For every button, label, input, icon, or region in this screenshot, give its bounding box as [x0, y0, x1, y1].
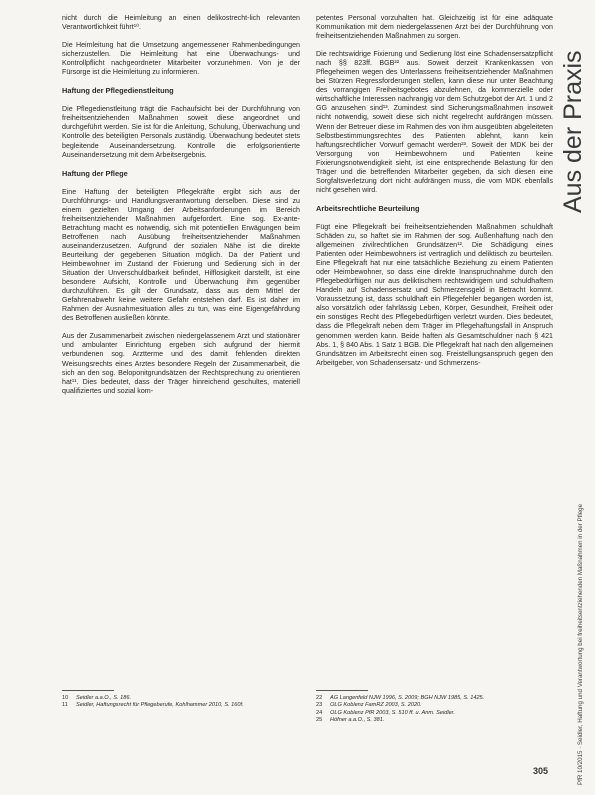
footnote-text: Seidler, Haftungsrecht für Pflegeberufe, Kohlhammer 2010, S. 160f.: [76, 702, 244, 709]
side-strip-text: PfR 10/2015 · Seidler, Haftung und Verantwortung bei freiheitsentziehenden Maßnahmen in der Pflege: [577, 503, 584, 785]
footnote-text: Seidler a.a.O., S. 186.: [76, 694, 132, 701]
footnote: [316, 710, 553, 718]
footnote-text: OLG Koblenz PfR 2003, S. 510 ff. u. Anm. Seidler.: [330, 709, 455, 716]
footnote-text: OLG Koblenz FamRZ 2003, S. 2020.: [330, 702, 422, 709]
footnote-number: 22: [316, 694, 323, 701]
section-heading: Haftung der Pflege: [62, 168, 128, 178]
footnote-rule: [62, 690, 114, 691]
section-heading: Arbeitsrechtliche Beurteilung: [316, 203, 420, 213]
right-column: [316, 14, 553, 377]
footnote: [316, 695, 553, 703]
footnote: [62, 702, 300, 710]
paragraph: Fügt eine Pflegekraft bei freiheitsentziehenden Maßnahmen schuldhaft Schäden zu, so haftet sie im Rahmen der sog. Außenhaftung nach den allgemeinen zivilrechtlichen Grundsätzen¹². Die Schädigung eines Patienten oder Heimbewohners ist vertraglich und deliktisch zu beurteilen. Eine Pflegekraft hat nur eine tatsächliche Beziehung zu einem Patienten oder Heimbewohner, so dass eine direkte Inanspruchnahme durch den Pflegebedürftigen nur aus deliktischem rechtswidrigem und schuldhaftem Handeln auf Schadensersatz und Schmerzensgeld in Betracht kommt. Voraussetzung ist, dass schuldhaft ein Pflegefehler begangen worden ist, also vorsätzlich oder fahrlässig Leben, Körper, Gesundheit, Freiheit oder ein sonstiges Recht des Pflegebedürftigen verletzt wurden. Dies bedeutet, dass die Pflegekraft neben dem Träger im Pflegehaftungsfall in Anspruch genommen werden kann. Beide haften als Gesamtschuldner nach § 421 Abs. 1, § 840 Abs. 1 Satz 1 BGB. Die Pflegekraft hat nach den allgemeinen Grundsätzen im Arbeitsrecht einen sog. Freistellungsanspruch gegen den Arbeitgeber, von Schadensersatz- und Schmerzens-: [316, 222, 553, 367]
footnote-rule: [316, 690, 368, 691]
footnotes-right: [316, 690, 553, 725]
footnote-number: 10: [62, 694, 69, 701]
section-heading: Haftung der Pflegedienstleitung: [62, 86, 174, 96]
paragraph: Die Heimleitung hat die Umsetzung angemessener Rahmenbedingungen sicherzustellen. Die Heimleitung hat eine Überwachungs- und Kontrollpflicht nachgeordneter Mitarbeiter vorzunehmen. Von je der Fürsorge ist die Heimleitung zu informieren.: [62, 41, 300, 77]
paragraph: Die Pflegedienstleitung trägt die Fachaufsicht bei der Durchführung von freiheitsentziehenden Maßnahmen soweit diese angeordnet und durchgeführt werden. Sie ist für die Anleitung, Schulung, Überwachung und Kontrolle des beteiligten Personals zuständig. Überwachung bedeutet stets begleitende Auseinandersetzung. Kontrolle die erfolgsorientierte Auseinandersetzung mit dem Arbeitsergebnis.: [62, 105, 300, 159]
footnote: [316, 702, 553, 710]
footnote-number: 11: [62, 702, 68, 709]
left-column: [62, 14, 300, 405]
footnote-number: 25: [316, 717, 323, 724]
paragraph: Die rechtswidrige Fixierung und Sedierung löst eine Schadensersatzpflicht nach §§ 823ff. BGB²² aus. Soweit derzeit Krankenkassen von Pflegeheimen wegen des Unterlassens freiheitsentziehender Maßnahmen bei Stürzen Regressforderungen stellen, kann diese nur unter Beachtung des vorrangigen Freiheitsgebotes abzulehnen, da kommerzielle oder wirtschaftliche Interessen nachrangig vor dem Schutzgebot der Art. 1 und 2 GG anzusehen sind¹³. Zumindest sind Sicherungsmaßnahmen insoweit nicht notwendig, soweit diese sich nicht regelrecht aufdrängen müssen. Wenn der Betreuer diese im Rahmen des von ihm ausgeübten abgeleiteten Selbstbestimmungsrechtes des Patienten ablehnt, kann kein haftungsrechtlicher Vorwurf gemacht werden²³. Soweit der MDK bei der Versorgung von Heimbewohnern und Patienten keine Fixierungsnotwendigkeit sieht, ist eine entsprechende Belastung für den Träger und die betreffenden Mitarbeiter gegeben, da sich diesen eine Sorgfaltsverletzung dort nicht aufdrängen muss, die vom MDK ebenfalls nicht gesehen wird.: [316, 50, 553, 194]
section-label: [548, 6, 594, 216]
footnote-text: Höfner a.a.O., S. 381.: [330, 717, 385, 724]
paragraph: Aus der Zusammenarbeit zwischen niedergelassenem Arzt und stationärer und ambulanter Einrichtung ergeben sich aufgrund der hiermit verbundenen sog. Arztterme und des damit fehlenden direkten Weisungsrechts eines Arztes besondere Regeln der Zusammenarbeit, die sich an den sog. Beloponitgrundsätzen der Rechtsprechung zu orientieren hat¹¹. Dies bedeutet, dass der Träger hinreichend geschultes, materiell qualifiziertes und sozial kom-: [62, 332, 300, 395]
footnote-text: AG Langenfeld NJW 1996, S. 2009; BGH NJW 1985, S. 1425.: [330, 694, 485, 701]
footnote-number: 23: [316, 702, 323, 709]
footnote: [62, 695, 300, 703]
paragraph: Eine Haftung der beteiligten Pflegekräfte ergibt sich aus der Durchführungs- und Handlungsverantwortung derselben. Diese sind zu einem gezielten Umgang der Arbeitsanforderungen im Bereich freiheitsentziehender Maßnahmen aufgefordert. Eine sog. Ex-ante-Betrachtung macht es notwendig, sich mit potentiellen Erwägungen beim Betroffenen nach Ausübung freiheitsentziehender Maßnahmen auseinanderzusetzen. Aufgrund der sozialen Nähe ist die direkte Beurteilung der gegebenen Situation möglich. Da der Patient und Heimbewohner im Zustand der Fixierung und Sedierung sich in der Situation der Unverschuldbarkeit befindet, Hilflosigkeit darstellt, ist eine besondere Aufsicht, Kontrolle und Überwachung ihm gegenüber durchzuführen. Es gilt der Grundsatz, dass aus dem Mittel der Gefahrenabwehr keine weitere Gefahr entstehen darf. Es ist daher im Rahmen der Ausnahmesituation alles zu tun, was eine Eigengefährdung des Betroffenen ausließen könnte.: [62, 187, 300, 323]
section-label-text: Aus der Praxis: [559, 50, 587, 213]
paragraph: petentes Personal vorzuhalten hat. Gleichzeitig ist für eine adäquate Kommunikation mit dem niedergelassenen Arzt bei der Durchführung von freiheitsentziehenden Maßnahmen zu sorgen.: [316, 14, 553, 41]
footnotes-left: [62, 690, 300, 710]
paragraph: nicht durch die Heimleitung an einen delikostrecht-lich relevanten Verantwortlichkeit führt¹⁰.: [62, 14, 300, 32]
footnote-number: 24: [316, 709, 323, 716]
page-number: 305: [533, 766, 549, 776]
footnote: [316, 717, 553, 725]
side-strip: [562, 300, 595, 790]
